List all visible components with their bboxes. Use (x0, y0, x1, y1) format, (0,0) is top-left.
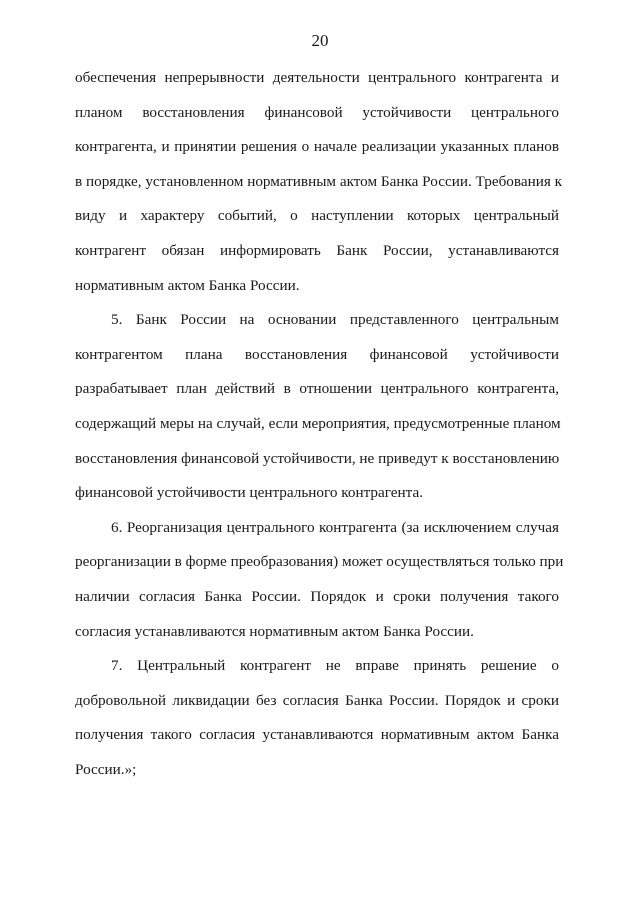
text-line: в порядке, установленном нормативным актом Банка России. Требования к (75, 172, 563, 190)
paragraph-continuation (75, 61, 563, 303)
paragraph-item-7 (75, 649, 559, 787)
text-line: планом восстановления финансовой устойчивости центрального (75, 103, 559, 121)
text-line: восстановления финансовой устойчивости, не приведут к восстановлению (75, 449, 560, 467)
text-line: согласия устанавливаются нормативным актом Банка России. (75, 622, 474, 640)
document-body (75, 61, 564, 787)
text-line: содержащий меры на случай, если мероприятия, предусмотренные планом (75, 414, 561, 432)
text-line: виду и характеру событий, о наступлении которых центральный (75, 207, 559, 225)
paragraph-item-6 (75, 511, 564, 649)
text-line: нормативным актом Банка России. (75, 276, 300, 294)
text-line: контрагентом плана восстановления финансовой устойчивости (75, 345, 559, 363)
text-line: России.»; (75, 760, 137, 778)
text-line: контрагент обязан информировать Банк России, устанавливаются (75, 241, 559, 259)
text-line: 7. Центральный контрагент не вправе принять решение о (111, 657, 559, 675)
text-line: обеспечения непрерывности деятельности центрального контрагента и (75, 69, 559, 86)
text-line: финансовой устойчивости центрального контрагента. (75, 484, 423, 502)
text-line: контрагента, и принятии решения о начале реализации указанных планов (75, 138, 559, 156)
text-line: 6. Реорганизация центрального контрагента (за исключением случая (111, 518, 559, 536)
text-line: добровольной ликвидации без согласия Банка России. Порядок и сроки (75, 691, 559, 709)
text-line: реорганизации в форме преобразования) может осуществляться только при (75, 553, 564, 571)
text-line: получения такого согласия устанавливаются нормативным актом Банка (75, 726, 559, 744)
paragraph-item-5 (75, 303, 559, 511)
text-line: наличии согласия Банка России. Порядок и сроки получения такого (75, 587, 559, 605)
text-line: разрабатывает план действий в отношении центрального контрагента, (75, 380, 559, 398)
page-number: 20 (311, 31, 329, 50)
text-line: 5. Банк России на основании представленного центральным (111, 311, 559, 329)
